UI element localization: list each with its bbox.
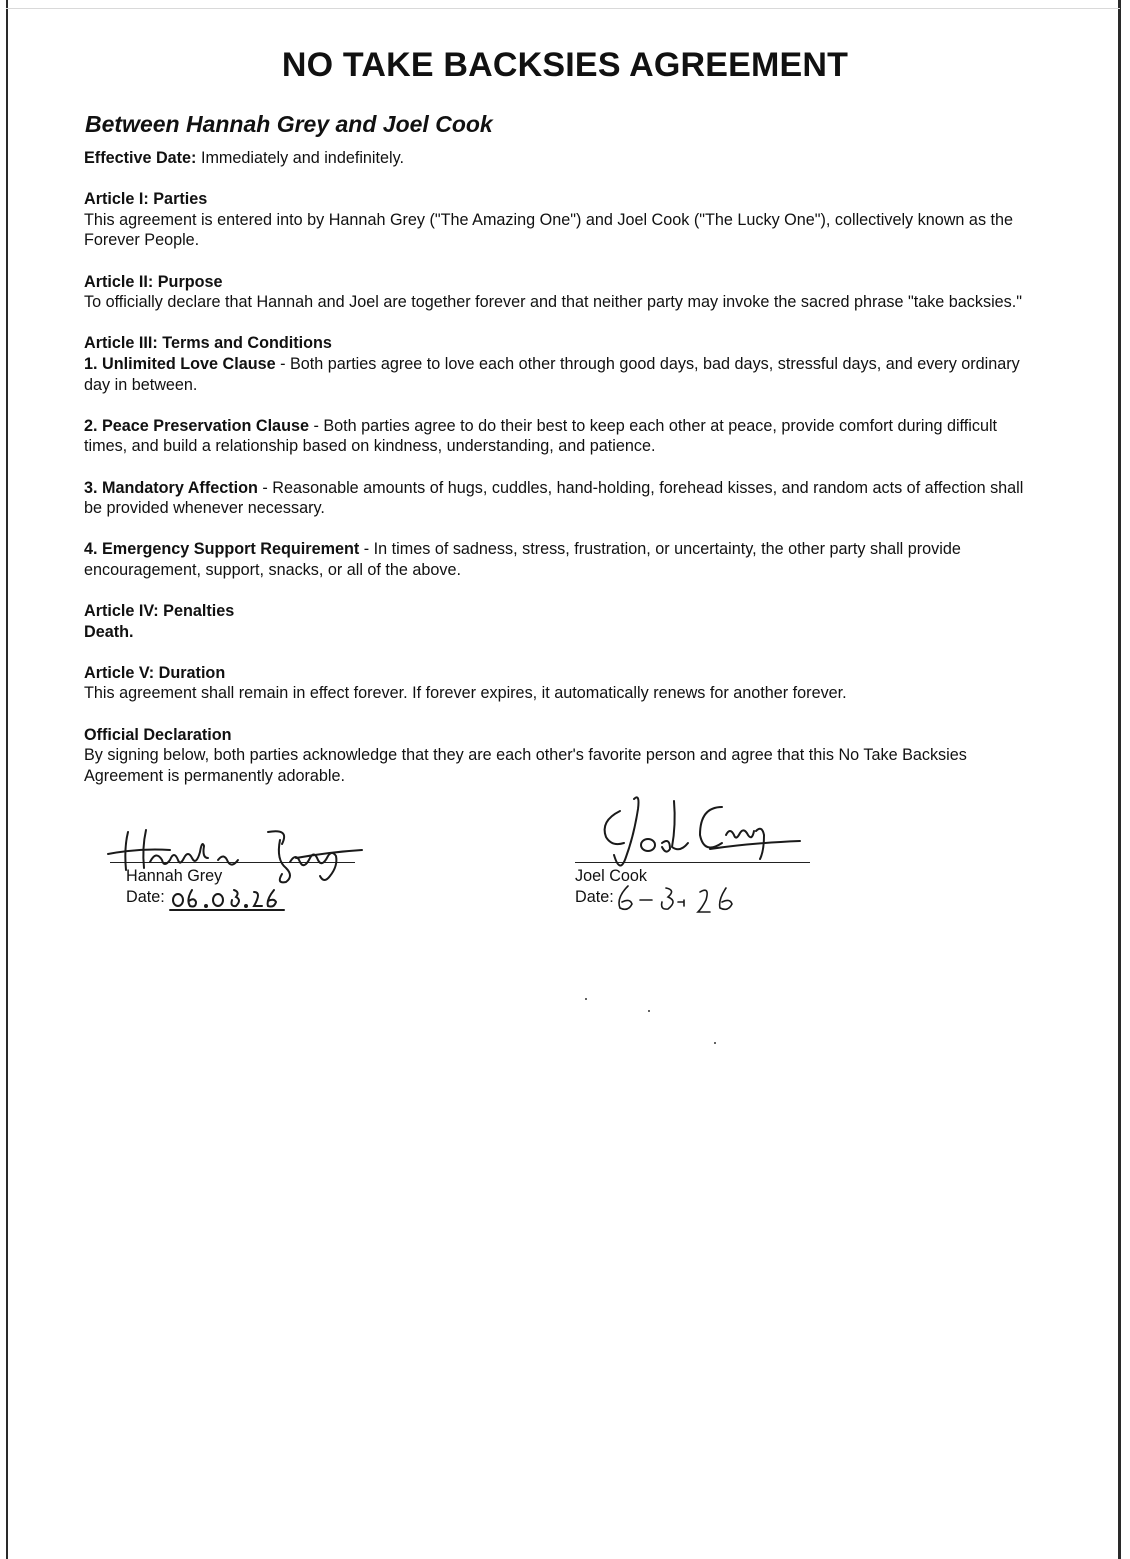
article-4-text: Death.	[84, 622, 134, 641]
clause-3-title: 3. Mandatory Affection	[84, 478, 258, 497]
stray-mark	[648, 1010, 650, 1012]
article-3-heading: Article III: Terms and Conditions	[84, 334, 332, 353]
stray-mark	[714, 1042, 716, 1044]
clause-3-text: - Reasonable amounts of hugs, cuddles, hand-holding, forehead kisses, and random acts of affection shall be provided whenever necessary.	[84, 478, 1024, 518]
effective-date-label: Effective Date:	[84, 149, 197, 167]
clause-4	[84, 539, 1044, 580]
article-5-text: This agreement shall remain in effect forever. If forever expires, it automatically renews for another forever.	[84, 684, 847, 703]
signer-name-hannah: Hannah Grey	[126, 867, 223, 885]
effective-date-text: Immediately and indefinitely.	[196, 149, 404, 167]
article-2-text: To officially declare that Hannah and Joel are together forever and that neither party may invoke the sacred phrase "take backsies."	[84, 293, 1023, 312]
declaration-heading: Official Declaration	[84, 725, 232, 744]
clause-4-title: 4. Emergency Support Requirement	[84, 540, 360, 559]
document-title: NO TAKE BACKSIES AGREEMENT	[281, 46, 849, 84]
clause-1	[84, 354, 1044, 395]
handwritten-date-joel	[614, 882, 744, 914]
document-subtitle: Between Hannah Grey and Joel Cook	[85, 111, 493, 137]
clause-2-text: - Both parties agree to do their best to keep each other at peace, provide comfort during difficult times, and build a relationship based on kindness, understanding, and patience.	[84, 416, 998, 456]
page-border-right	[1118, 0, 1121, 1559]
clause-1-title: 1. Unlimited Love Clause	[84, 354, 276, 373]
agreement-body	[84, 148, 1044, 786]
article-1-text: This agreement is entered into by Hannah Grey ("The Amazing One") and Joel Cook ("The Lucky One"), collectively known as the Forever People.	[84, 210, 1014, 250]
article-1-heading: Article I: Parties	[84, 190, 208, 209]
signer-name-joel: Joel Cook	[575, 867, 647, 885]
article-4-heading: Article IV: Penalties	[84, 602, 235, 621]
handwritten-date-hannah	[168, 886, 288, 912]
page-border-top	[6, 8, 1120, 9]
clause-1-text: - Both parties agree to love each other through good days, bad days, stressful days, and every ordinary day in between.	[84, 354, 1020, 394]
page-border-left	[6, 0, 8, 1559]
clause-4-text: - In times of sadness, stress, frustration, or uncertainty, the other party shall provide encouragement, support, snacks, or all of the above.	[84, 540, 961, 579]
article-2-heading: Article II: Purpose	[84, 272, 223, 291]
stray-mark	[585, 998, 587, 1000]
effective-date	[84, 148, 1044, 169]
clause-3	[84, 478, 1044, 519]
date-label-hannah: Date:	[126, 888, 165, 906]
clause-2-title: 2. Peace Preservation Clause	[84, 416, 309, 435]
article-5-heading: Article V: Duration	[84, 663, 226, 682]
date-label-joel: Date:	[575, 888, 614, 906]
clause-2	[84, 416, 1044, 457]
declaration-text: By signing below, both parties acknowledge that they are each other's favorite person and agree that this No Take Backsies Agreement is permanently adorable.	[84, 746, 967, 785]
